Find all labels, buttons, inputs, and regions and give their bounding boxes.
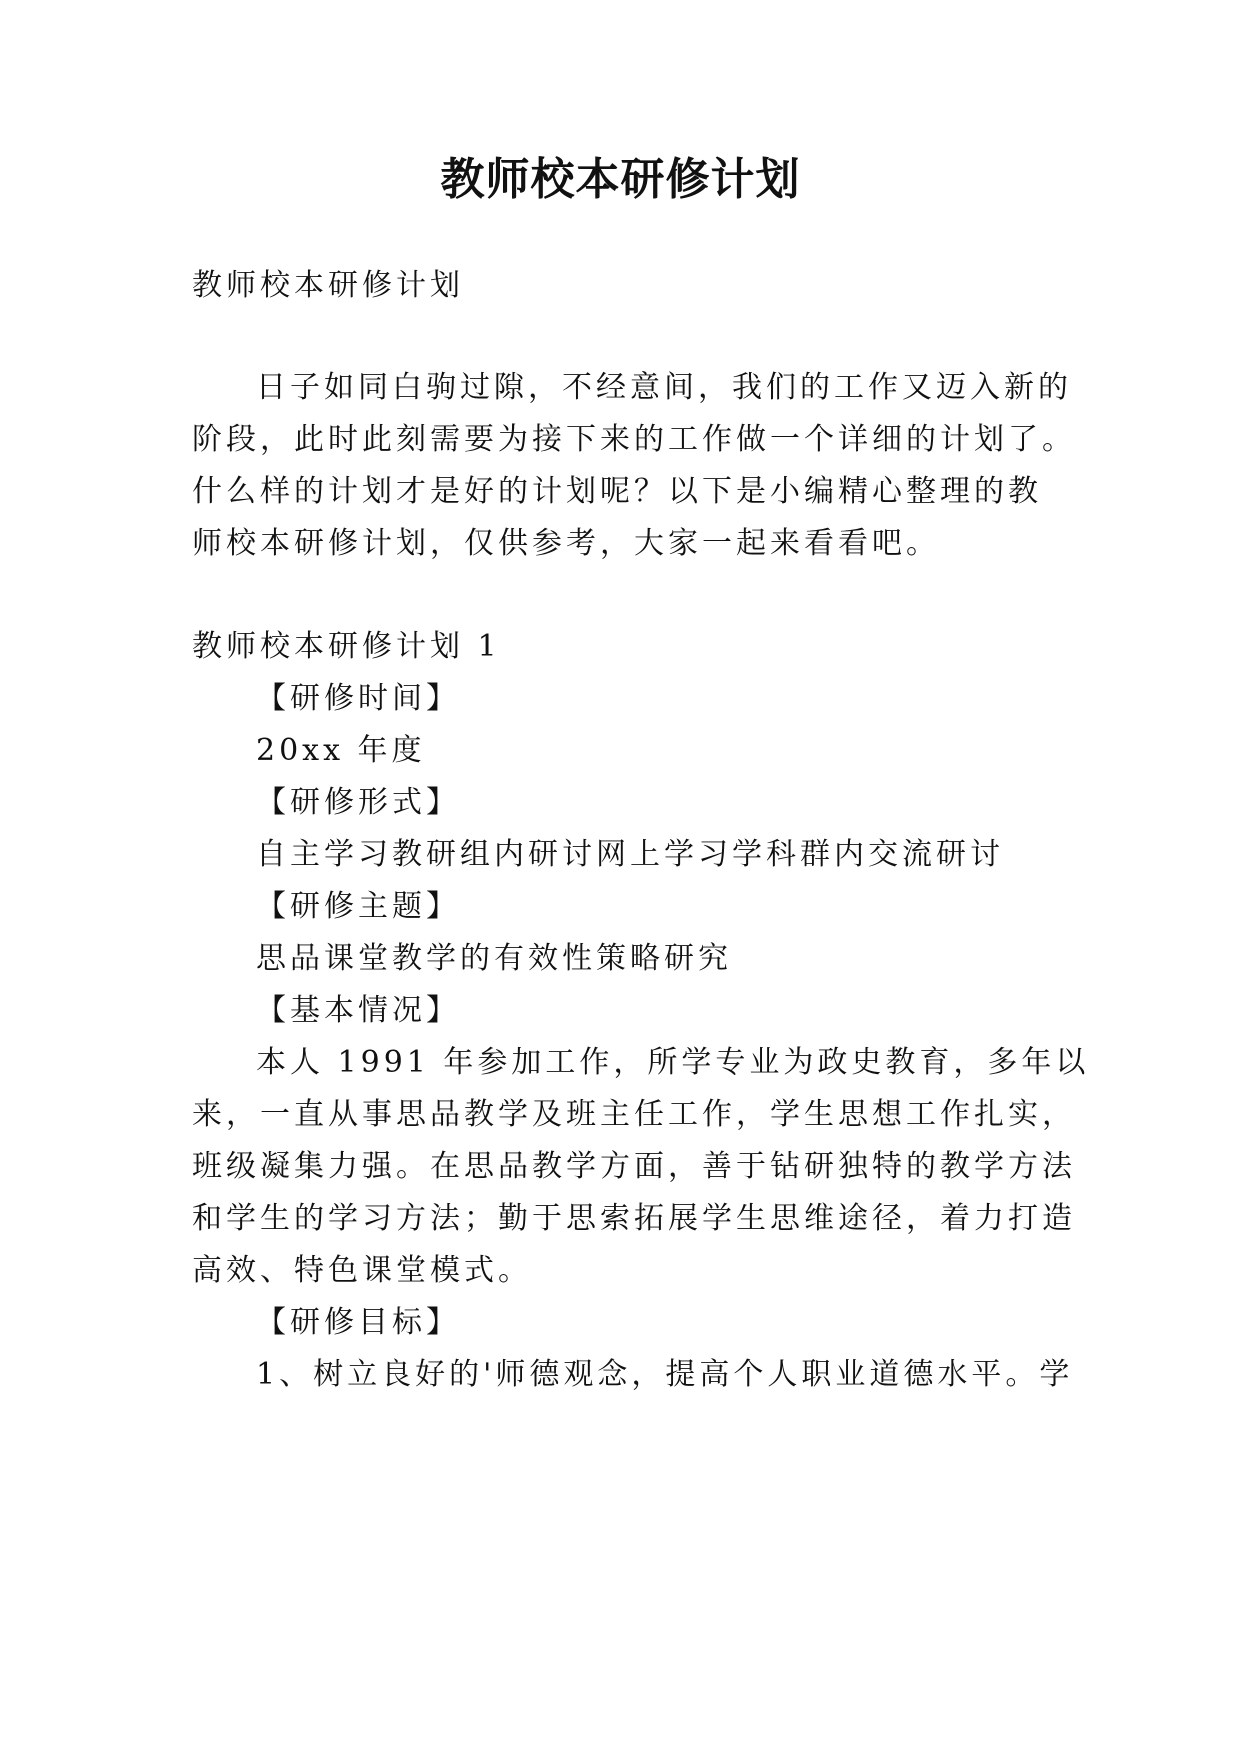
study-form-value: 自主学习教研组内研讨网上学习学科群内交流研讨	[256, 837, 1004, 872]
document-title: 教师校本研修计划	[440, 154, 801, 205]
study-form-label: 【研修形式】	[256, 785, 460, 820]
intro-line-2: 阶段，此时此刻需要为接下来的工作做一个详细的计划了。	[192, 422, 1076, 457]
study-time-value: 20xx 年度	[256, 733, 426, 768]
basic-info-line-1: 本人 1991 年参加工作，所学专业为政史教育，多年以	[256, 1045, 1090, 1080]
basic-info-line-2: 来，一直从事思品教学及班主任工作，学生思想工作扎实，	[192, 1097, 1076, 1132]
goal-item-1: 1、树立良好的'师德观念，提高个人职业道德水平。学	[256, 1357, 1074, 1392]
intro-line-1: 日子如同白驹过隙，不经意间，我们的工作又迈入新的	[256, 370, 1072, 405]
document-subtitle: 教师校本研修计划	[192, 268, 464, 303]
basic-info-line-5: 高效、特色课堂模式。	[192, 1253, 532, 1288]
intro-line-3: 什么样的计划才是好的计划呢？以下是小编精心整理的教	[192, 474, 1042, 509]
study-theme-label: 【研修主题】	[256, 889, 460, 924]
basic-info-line-4: 和学生的学习方法；勤于思索拓展学生思维途径，着力打造	[192, 1201, 1076, 1236]
goal-label: 【研修目标】	[256, 1305, 460, 1340]
basic-info-line-3: 班级凝集力强。在思品教学方面，善于钻研独特的教学方法	[192, 1149, 1076, 1184]
study-theme-value: 思品课堂教学的有效性策略研究	[256, 941, 732, 976]
plan1-heading: 教师校本研修计划 1	[192, 629, 501, 664]
basic-info-label: 【基本情况】	[256, 993, 460, 1028]
study-time-label: 【研修时间】	[256, 681, 460, 716]
intro-line-4: 师校本研修计划，仅供参考，大家一起来看看吧。	[192, 526, 940, 561]
